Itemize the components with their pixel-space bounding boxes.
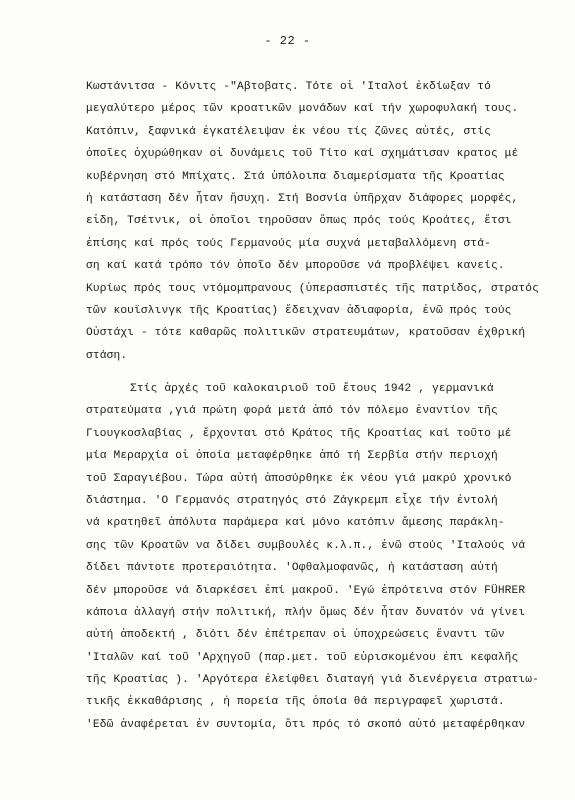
text-line: εἰδη, Τσέτνικ, οἱ ὁποῖοι τηροῦσαν ὅπως πρός τούς Κροάτες, ἔτσι <box>86 215 512 228</box>
text-line: ὁποῖες ὀχυρώθηκαν οἱ δυνάμεις τοῦ Τίτο καί σχημάτισαν κρατος μέ <box>86 148 519 161</box>
text-line: νά κρατηθεῖ ἀπόλυτα παράμερα καί μόνο κατόπιν ἄμεσης παράκλη- <box>86 517 505 530</box>
text-line: τικῆς ἐκκαθάρισης , ἡ πορεία τῆς ὁποία θά περιγραφεῖ χωριστά. <box>86 696 505 709</box>
text-line: δίδει πάντοτε προτεραιότητα. 'Οφθαλμοφανῶς, ἡ κατάσταση αὐτή <box>86 562 498 575</box>
page-number: - 22 - <box>264 34 311 48</box>
text-line: ἐπίσης καί πρός τούς Γερμανούς μία συχνά μεταβαλλόμενη στά- <box>86 237 491 250</box>
paragraph-1 <box>86 76 546 367</box>
text-line: μία Μεραρχία οἱ ὁποία μεταφέρθηκε ἀπό τή Σερβία στήν περιοχή <box>86 450 498 463</box>
text-line: στρατεύματα ,γιά πρώτη φορά μετά ἀπό τόν πόλεμο ἐναντίον τῆς <box>86 405 498 418</box>
text-line: στάση. <box>86 349 128 362</box>
text-line: κυβέρνηση στό Μπίχατς. Στά ὑπόλοιπα διαμερίσματα τῆς Κροατίας <box>86 170 505 183</box>
text-line: τῶν κουϊσλινγκ τῆς Κροατίας) ἔδειχναν ἀδιαφορία, ἐνῶ πρός τούς <box>86 304 512 317</box>
text-line: Κυρίως πρός τους ντόμομπρανους (ὑπερασπιστές τῆς πατρίδος, στρατός <box>86 282 539 295</box>
text-line: κάποια ἀλλαγή στήν πολιτική, πλήν ὅμως δέν ἦταν δυνατόν νά γίνει <box>86 606 526 619</box>
text-line: Γιουγκοσλαβίας , ἔρχονται στό Κράτος τῆς Κροατίας καί τοῦτο μέ <box>86 427 512 440</box>
text-line: διάστημα. 'Ο Γερμανός στρατηγός στό Ζάγκρεμπ εἶχε τήν ἐντολή <box>86 494 498 507</box>
text-line: μεγαλύτερο μέρος τῶν κροατικῶν μονάδων καί τήν χωροφυλακή τους. <box>86 103 519 116</box>
text-line: τοῦ Σαραγιέβου. Τώρα αὐτή ἀποσύρθηκε ἐκ νέου γιά μακρύ χρονικό <box>86 472 512 485</box>
text-line: αὐτή ἀποδεκτή , διότι δέν ἐπέτρεπαν οἱ ὑποχρεώσεις ἔναντι τῶν <box>86 629 505 642</box>
text-line: ση καί κατά τρόπο τόν ὁποῖο δέν μποροῦσε νά προβλέψει κανείς. <box>86 260 505 273</box>
text-line: Κατόπιν, ξαφνικά ἐγκατέλειψαν ἐκ νέου τίς ζῶνες αὐτές, στίς <box>86 125 491 138</box>
text-line: σης τῶν Κροατῶν να δίδει συμβουλές κ.λ.π., ἐνῶ στούς 'Ιταλούς νά <box>86 539 526 552</box>
text-line: Κωστάνιτσα - Κόνιτς -"Αβτοβατς. Τότε οἱ 'Ιταλοί ἐκδίωξαν τό <box>86 81 491 93</box>
text-line-first: Στίς ἀρχές τοῦ καλοκαιριοῦ τοῦ ἔτους 1942 , γερμανικά <box>130 383 494 395</box>
text-line: Οὐστάχι - τότε καθαρῶς πολιτικῶν στρατευμάτων, κρατοῦσαν ἐχθρική <box>86 327 526 340</box>
text-line: 'Εδῶ ἀναφέρεται ἐν συντομία, ὅτι πρός τό σκοπό αὐτό μεταφέρθηκαν <box>86 718 526 731</box>
text-line: 'Ιταλῶν καί τοῦ 'Αρχηγοῦ (παρ.μετ. τοῦ εὑρισκομένου ἐπι κεφαλῆς <box>86 651 519 664</box>
text-line: τῆς Κροατίας ). 'Αργότερα ἐλείφθει διαταγή γιά διενέργεια στρατιω- <box>86 674 539 687</box>
paragraph-2 <box>86 378 546 736</box>
text-line: δέν μποροῦσε νά διαρκέσει ἐπί μακροῦ. 'Εγώ ἐπρότεινα στόν FÜHRER <box>86 584 526 597</box>
text-line: ἡ κατάσταση δέν ἦταν ἥσυχη. Στή Βοσνία ὑπῆρχαν διάφορες μορφές, <box>86 192 519 205</box>
